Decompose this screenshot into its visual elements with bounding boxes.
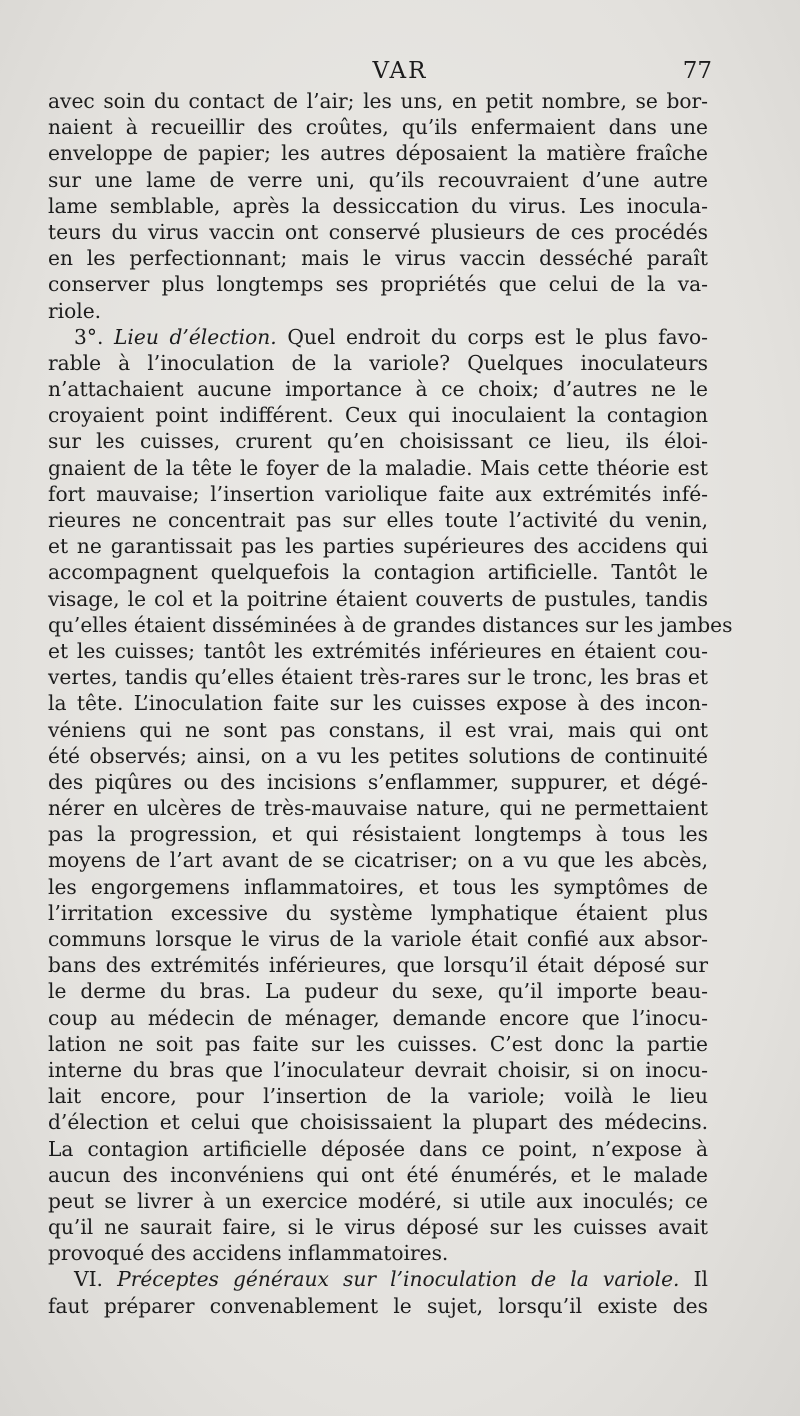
text-line: croyaient point indifférent. Ceux qui inoculaient la contagion: [48, 403, 708, 428]
text-line: riole.: [48, 298, 102, 323]
page-number: 77: [682, 58, 712, 84]
text-line: l’irritation excessive du système lymphatique étaient plus: [48, 900, 708, 925]
text-line: la tête. L’inoculation faite sur les cuisses expose à des incon-: [48, 691, 708, 716]
text-line: nérer en ulcères de très-mauvaise nature, qui ne permettaient: [48, 796, 708, 821]
text-line: visage, le col et la poitrine étaient couverts de pustules, tandis: [48, 586, 708, 611]
page-header: [0, 58, 800, 90]
text-line: pas la progression, et qui résistaient longtemps à tous les: [48, 822, 708, 847]
text-line: avec soin du contact de l’air; les uns, en petit nombre, se bor-: [48, 89, 708, 113]
text-line: qu’il ne saurait faire, si le virus déposé sur les cuisses avait: [48, 1215, 708, 1240]
paragraph-continuation: [48, 88, 708, 324]
text-line: enveloppe de papier; les autres déposaient la matière fraîche: [48, 141, 708, 166]
text-line: les engorgemens inflammatoires, et tous les symptômes de: [48, 874, 708, 899]
text-line: gnaient de la tête le foyer de la maladie. Mais cette théorie est: [48, 455, 708, 480]
text-line: fort mauvaise; l’insertion variolique faite aux extrémités infé-: [48, 481, 708, 506]
text-line: d’élection et celui que choisissaient la plupart des médecins.: [48, 1110, 708, 1135]
section-number: VI.: [74, 1267, 118, 1292]
text-line: provoqué des accidens inflammatoires.: [48, 1241, 449, 1266]
text-line: conserver plus longtemps ses propriétés que celui de la va-: [48, 272, 708, 297]
text-line: sur une lame de verre uni, qu’ils recouvraient d’une autre: [48, 167, 708, 192]
text-line: coup au médecin de ménager, demande encore que l’inocu-: [48, 1005, 708, 1030]
text-line-with-heading: [48, 324, 708, 350]
text-line: lait encore, pour l’insertion de la variole; voilà le lieu: [48, 1084, 708, 1109]
text-line: peut se livrer à un exercice modéré, si utile aux inoculés; ce: [48, 1188, 708, 1213]
text-line: teurs du virus vaccin ont conservé plusieurs de ces procédés: [48, 219, 708, 244]
text-line: été observés; ainsi, on a vu les petites solutions de continuité: [48, 743, 708, 768]
text-line: communs lorsque le virus de la variole était confié aux absor-: [48, 927, 708, 951]
text-line: moyens de l’art avant de se cicatriser; on a vu que les abcès,: [48, 848, 708, 873]
text-line: vertes, tandis qu’elles étaient très-rares sur le tronc, les bras et: [48, 665, 708, 690]
text-line: sur les cuisses, crurent qu’en choisissant ce lieu, ils éloi-: [48, 429, 708, 454]
section-heading: Préceptes généraux sur l’inoculation de la variole.: [117, 1267, 680, 1292]
text-line: faut préparer convenablement le sujet, lorsqu’il existe des: [48, 1293, 708, 1318]
text-line: et ne garantissait pas les parties supérieures des accidens qui: [48, 534, 708, 559]
heading-line-rest: Quel endroit du corps est le plus favo-: [276, 324, 708, 349]
text-line: et les cuisses; tantôt les extrémités inférieures en étaient cou-: [48, 638, 708, 663]
paragraph-preceptes-generaux: [48, 1266, 708, 1318]
body-text: [48, 88, 733, 1319]
text-line: des piqûres ou des incisions s’enflammer, suppurer, et dégé-: [48, 769, 708, 794]
text-line: rieures ne concentrait pas sur elles toute l’activité du venin,: [48, 508, 708, 532]
text-line: accompagnent quelquefois la contagion artificielle. Tantôt le: [48, 560, 708, 585]
text-line: lame semblable, après la dessiccation du virus. Les inocula-: [48, 193, 708, 218]
section-heading: Lieu d’élection.: [114, 324, 277, 349]
text-line: interne du bras que l’inoculateur devrait choisir, si on inocu-: [48, 1057, 708, 1082]
text-line: le derme du bras. La pudeur du sexe, qu’il importe beau-: [48, 979, 708, 1004]
text-line: véniens qui ne sont pas constans, il est vrai, mais qui ont: [48, 717, 708, 742]
text-line: aucun des inconvéniens qui ont été énumérés, et le malade: [48, 1162, 708, 1187]
text-line: La contagion artificielle déposée dans ce point, n’expose à: [48, 1136, 708, 1161]
heading-line-rest: Il: [679, 1267, 708, 1292]
text-line: rable à l’inoculation de la variole? Quelques inoculateurs: [48, 350, 708, 375]
paragraph-lieu-d-election: [48, 324, 733, 1267]
text-line-with-heading: [48, 1266, 708, 1292]
text-line: en les perfectionnant; mais le virus vaccin desséché paraît: [48, 246, 708, 271]
text-line: qu’elles étaient disséminées à de grandes distances sur les jambes: [48, 612, 733, 637]
running-head: VAR: [372, 58, 428, 84]
text-line: lation ne soit pas faite sur les cuisses. C’est donc la partie: [48, 1031, 708, 1056]
text-line: naient à recueillir des croûtes, qu’ils enfermaient dans une: [48, 115, 708, 140]
section-number: 3°.: [74, 324, 115, 349]
text-line: bans des extrémités inférieures, que lorsqu’il était déposé sur: [48, 953, 708, 978]
text-line: n’attachaient aucune importance à ce choix; d’autres ne le: [48, 377, 708, 402]
